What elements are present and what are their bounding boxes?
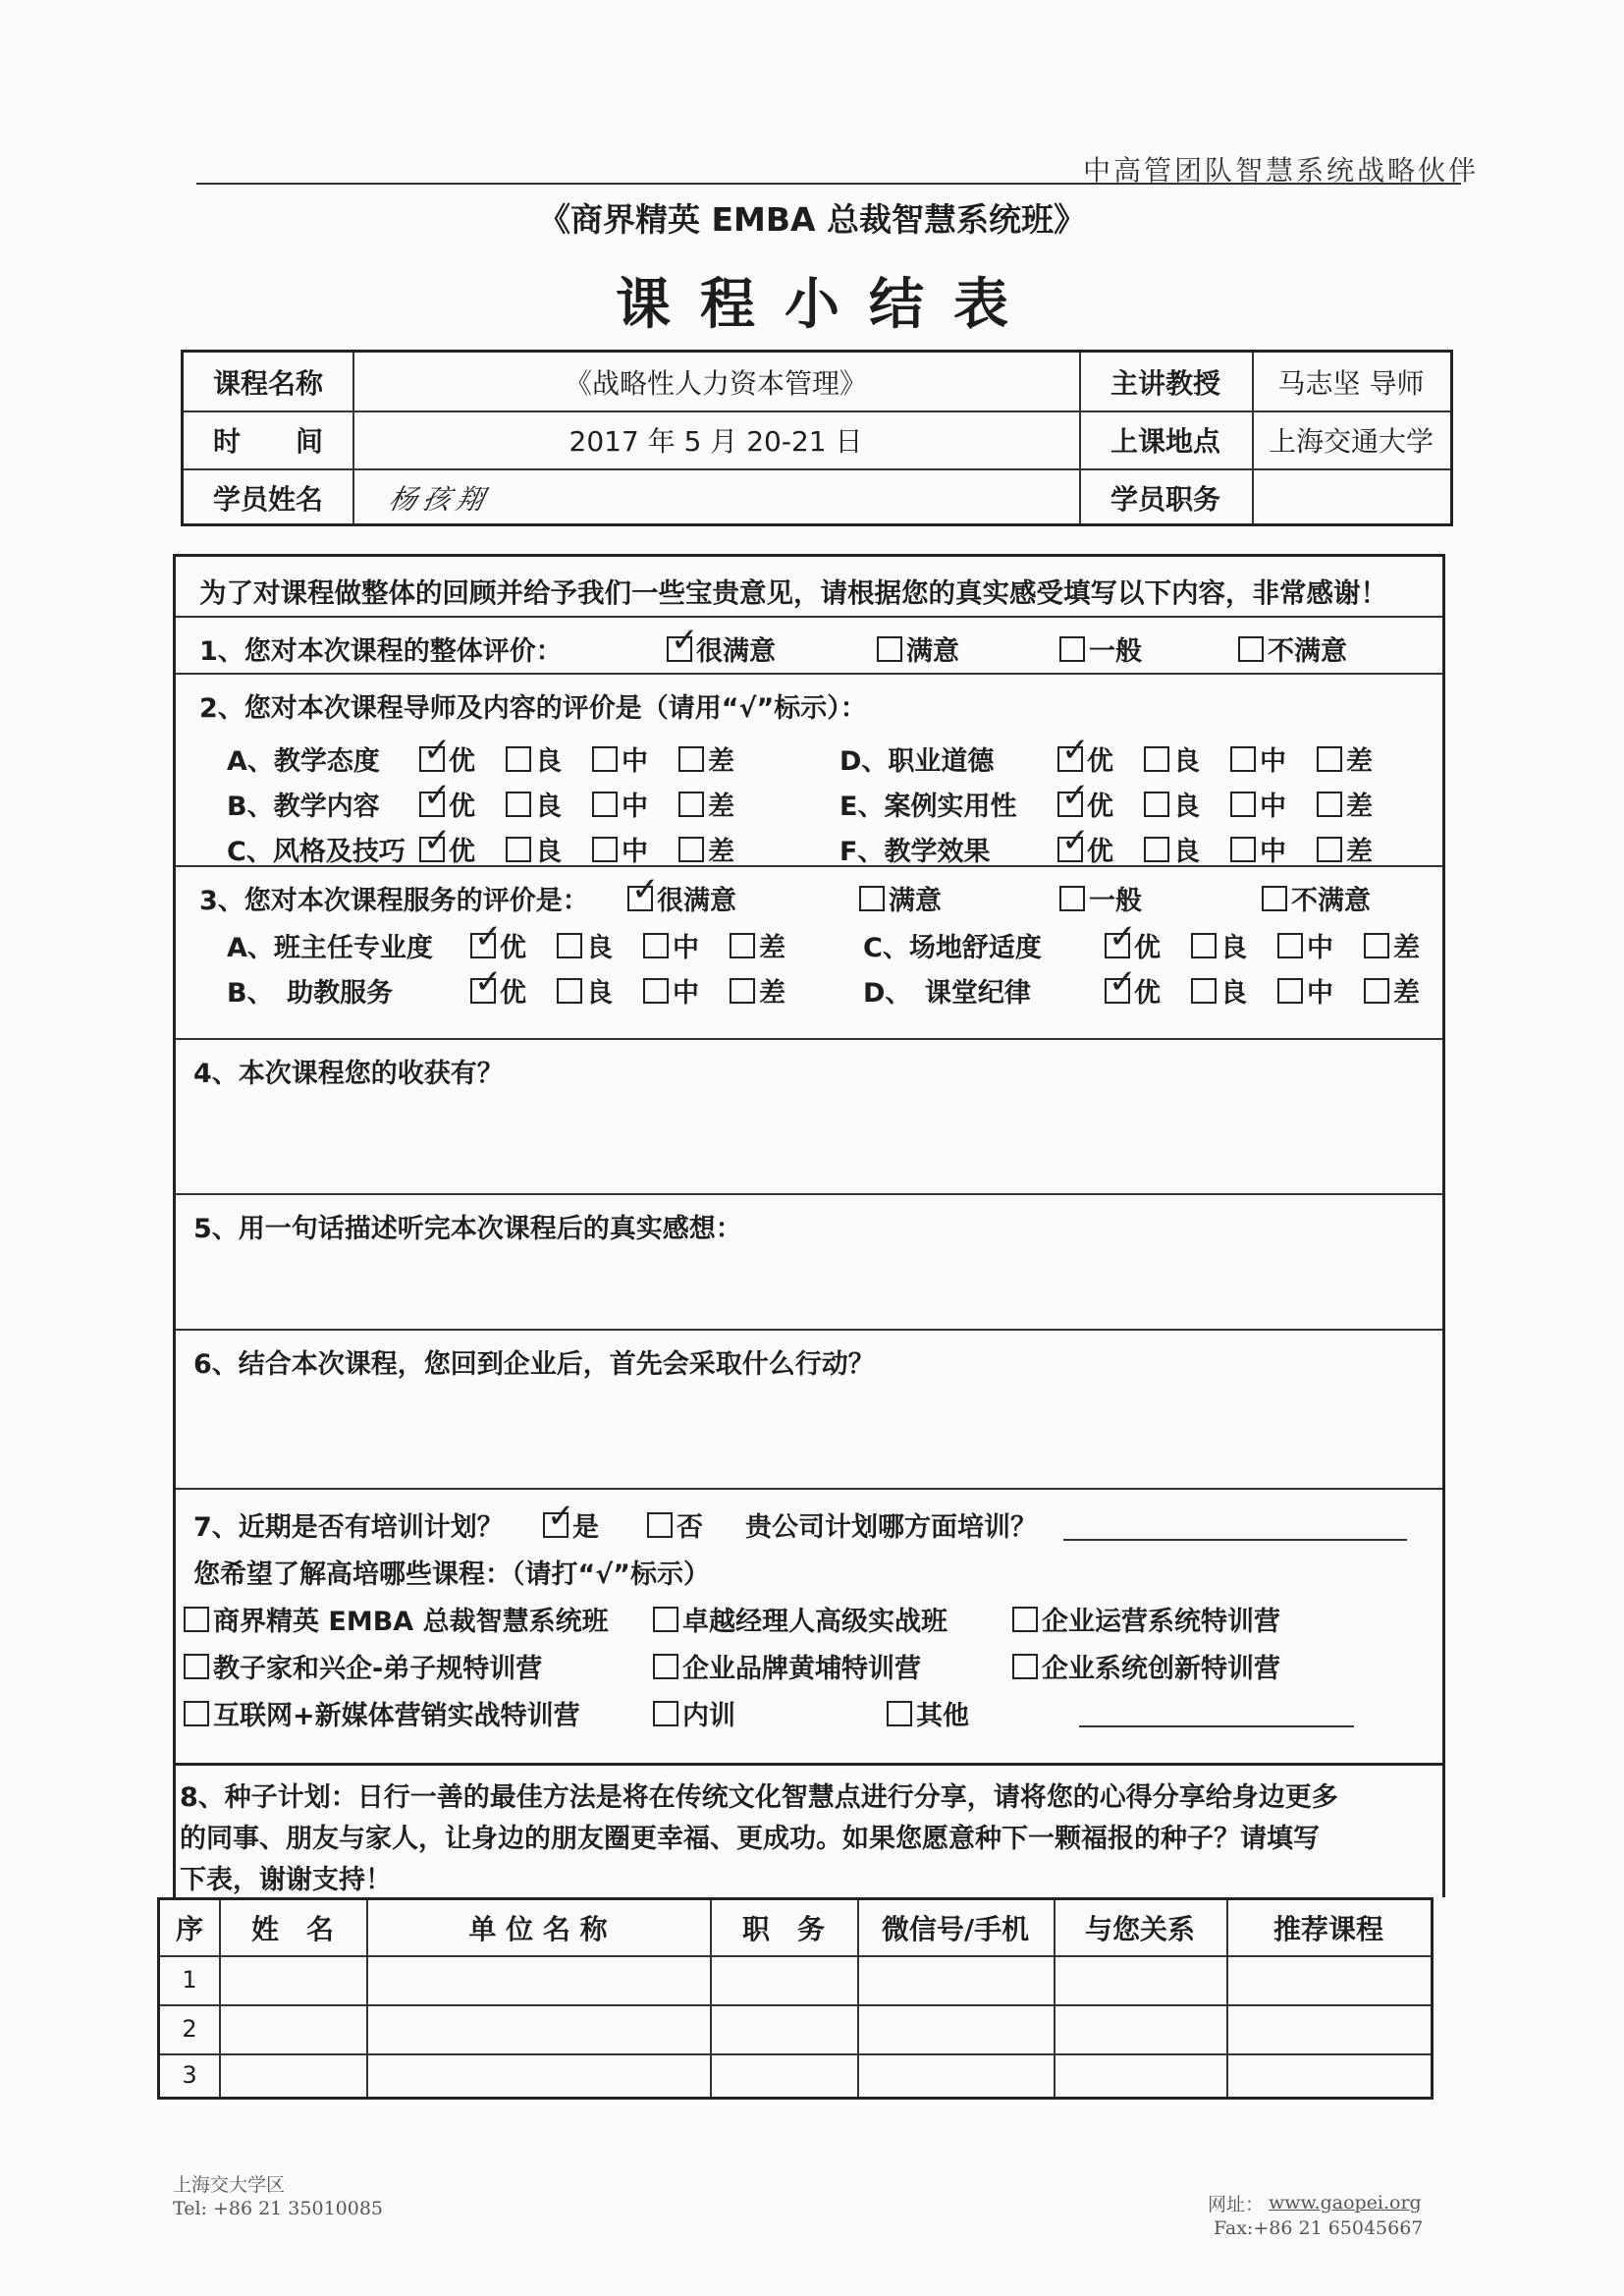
checkbox[interactable] [1262, 886, 1287, 911]
survey-intro: 为了对课程做整体的回顾并给予我们一些宝贵意见，请根据您的真实感受填写以下内容，非常感谢！ [199, 577, 1387, 609]
checkbox[interactable] [1059, 636, 1085, 662]
q3-grade-label: 中 [673, 978, 699, 1009]
q7-course-label: 教子家和兴企-弟子规特训营 [213, 1654, 543, 1684]
referral-table [157, 1897, 1434, 2100]
q7-course-label: 卓越经理人高级实战班 [682, 1607, 947, 1637]
q1-option-very-satisfied[interactable] [667, 629, 776, 668]
q2-grade-label: 中 [1260, 792, 1286, 822]
q7-course-option[interactable] [1012, 1600, 1280, 1638]
col-divider [219, 1900, 221, 2097]
q2-grade-label: 良 [1173, 792, 1200, 822]
q2-grade-option[interactable] [506, 830, 562, 868]
q7-courses-prompt: 您希望了解高培哪些课程：（请打“√”标示） [193, 1559, 710, 1590]
q1-question: 1、您对本次课程的整体评价： [199, 636, 563, 667]
q2-question: 2、您对本次课程导师及内容的评价是（请用“√”标示）： [199, 693, 867, 724]
q3-grade-label: 优 [500, 978, 526, 1009]
checkbox[interactable] [1230, 837, 1256, 862]
q3-grade-option[interactable] [643, 926, 699, 964]
q2-grade-option[interactable] [592, 785, 648, 823]
checkbox[interactable] [592, 792, 618, 817]
checkbox[interactable] [1317, 792, 1342, 817]
q2-grade-option[interactable] [419, 830, 475, 868]
q2-grade-option[interactable] [506, 785, 562, 823]
q3-grade-option[interactable] [1191, 971, 1247, 1010]
q3-grade-label: 优 [1134, 933, 1161, 963]
checkbox-checked[interactable] [419, 792, 445, 817]
info-divider [1079, 353, 1081, 523]
q7-followup: 贵公司计划哪方面培训？ [745, 1512, 1037, 1543]
checkbox[interactable] [1230, 792, 1256, 817]
q2-grade-label: 中 [1260, 746, 1286, 777]
q2-grade-option[interactable] [1144, 785, 1200, 823]
q7-no-label: 否 [677, 1512, 703, 1543]
q7-course-option[interactable] [184, 1600, 609, 1638]
q7-course-label: 商界精英 EMBA 总裁智慧系统班 [213, 1607, 609, 1637]
row-index: 1 [182, 1966, 197, 1994]
student-position-label: 学员职务 [1110, 482, 1220, 516]
q3-grade-label: 良 [586, 978, 613, 1009]
q2-grade-option[interactable] [678, 739, 734, 778]
q7-followup-blank[interactable] [1063, 1539, 1407, 1541]
checkbox[interactable] [184, 1701, 209, 1726]
q3-option-very-satisfied[interactable] [627, 879, 736, 917]
q2-grade-option[interactable] [592, 739, 648, 778]
col-header-name: 姓 名 [250, 1913, 334, 1945]
q3-grade-label: 差 [1393, 933, 1420, 963]
checkbox[interactable] [557, 933, 582, 958]
q2-grade-option[interactable] [678, 785, 734, 823]
location-value[interactable]: 上海交通大学 [1268, 424, 1434, 458]
q7-section [176, 1490, 1442, 1769]
col-divider [857, 1900, 859, 2097]
q7-course-option[interactable] [887, 1694, 969, 1732]
info-divider [352, 353, 354, 523]
checkbox[interactable] [678, 746, 704, 772]
footer-fax: Fax:+86 21 65045667 [1214, 2217, 1424, 2239]
q3-grade-label: 优 [500, 933, 526, 963]
q3-grade-option[interactable] [557, 971, 613, 1010]
q2-grade-option[interactable] [419, 739, 475, 778]
checkbox[interactable] [678, 792, 704, 817]
col-divider [1054, 1900, 1056, 2097]
checkbox[interactable] [1230, 746, 1256, 772]
q8-line3: 下表，谢谢支持！ [180, 1865, 392, 1895]
q3-grade-option[interactable] [470, 926, 526, 964]
lecturer-value[interactable]: 马志坚 导师 [1277, 366, 1425, 400]
q2-grade-option[interactable] [1144, 739, 1200, 778]
checkbox[interactable] [1144, 746, 1169, 772]
checkbox[interactable] [557, 978, 582, 1004]
q3-section [176, 867, 1442, 1040]
checkbox[interactable] [1317, 746, 1342, 772]
student-name-label: 学员姓名 [212, 482, 323, 516]
q7-yes-option[interactable] [543, 1505, 599, 1544]
q2-grade-option[interactable] [1057, 830, 1113, 868]
q7-course-label: 企业运营系统特训营 [1042, 1607, 1280, 1637]
info-row-student [184, 468, 1450, 526]
student-name-handwritten[interactable]: 杨孩翔 [386, 482, 494, 516]
table-row[interactable] [160, 2053, 1431, 2097]
checkbox-checked[interactable] [470, 933, 496, 958]
q2-grade-label: 良 [535, 792, 562, 822]
checkbox[interactable] [653, 1654, 678, 1679]
footer-website-link[interactable]: www.gaopei.org [1269, 2192, 1422, 2214]
q3-grade-label: 中 [673, 933, 699, 963]
q7-yes-label: 是 [572, 1512, 599, 1543]
form-title: 课程小结表 [616, 273, 1038, 337]
q2-grade-option[interactable] [1057, 739, 1113, 778]
time-label: 时 间 [212, 424, 323, 458]
checkbox[interactable] [506, 837, 531, 862]
q2-item-label: D、职业道德 [839, 746, 995, 777]
checkbox[interactable] [643, 978, 669, 1004]
checkbox-checked[interactable] [1105, 933, 1130, 958]
checkbox[interactable] [1317, 837, 1342, 862]
q2-grade-label: 中 [622, 746, 648, 777]
q6-section[interactable] [176, 1331, 1442, 1490]
checkbox[interactable] [730, 978, 755, 1004]
q2-grade-label: 优 [449, 746, 475, 777]
checkbox[interactable] [1364, 978, 1389, 1004]
q3-question: 3、您对本次课程服务的评价是： [199, 886, 589, 916]
footer-tel: Tel: +86 21 35010085 [173, 2198, 384, 2219]
q1-option-label: 满意 [906, 636, 959, 667]
q7-course-label: 互联网+新媒体营销实战特训营 [213, 1701, 580, 1731]
q5-question: 5、用一句话描述听完本次课程后的真实感想： [193, 1214, 742, 1244]
checkbox[interactable] [1277, 933, 1303, 958]
q2-grade-option[interactable] [1317, 830, 1373, 868]
q3-grade-label: 中 [1307, 978, 1333, 1009]
q4-question: 4、本次课程您的收获有？ [193, 1059, 504, 1089]
checkbox-checked[interactable] [1057, 837, 1083, 862]
q2-grade-label: 良 [1173, 746, 1200, 777]
q2-grade-option[interactable] [678, 830, 734, 868]
q3-grade-label: 差 [759, 978, 785, 1009]
q2-grade-label: 优 [1087, 792, 1113, 822]
q2-grade-option[interactable] [419, 785, 475, 823]
q7-course-label: 企业系统创新特训营 [1042, 1654, 1280, 1684]
checkbox[interactable] [653, 1607, 678, 1632]
q2-grade-label: 差 [1346, 792, 1373, 822]
q1-section [176, 618, 1442, 675]
checkbox[interactable] [1191, 933, 1217, 958]
col-header-company: 单 位 名 称 [468, 1913, 608, 1945]
q2-grade-label: 优 [449, 837, 475, 867]
q2-grade-label: 优 [1087, 746, 1113, 777]
q3-option-label: 一般 [1089, 886, 1142, 916]
course-name-label: 课程名称 [212, 366, 323, 400]
q3-item-label: D、 课堂纪律 [863, 978, 1031, 1009]
checkbox[interactable] [506, 746, 531, 772]
q7-course-label: 其他 [916, 1701, 969, 1731]
checkbox-checked[interactable] [419, 746, 445, 772]
q7-course-label: 企业品牌黄埔特训营 [682, 1654, 921, 1684]
q2-grade-label: 差 [1346, 746, 1373, 777]
q2-grade-option[interactable] [1317, 785, 1373, 823]
checkbox[interactable] [1364, 933, 1389, 958]
table-row[interactable] [160, 2004, 1431, 2055]
q3-grade-option[interactable] [643, 971, 699, 1010]
q2-item-label: F、教学效果 [839, 837, 991, 867]
checkbox-checked[interactable] [470, 978, 496, 1004]
q3-grade-option[interactable] [730, 971, 785, 1010]
q3-grade-option[interactable] [730, 926, 785, 964]
q1-option-label: 不满意 [1268, 636, 1347, 667]
checkbox-checked[interactable] [667, 636, 692, 662]
q2-grade-option[interactable] [1230, 785, 1286, 823]
q3-grade-option[interactable] [1105, 926, 1161, 964]
col-header-position: 职 务 [741, 1913, 825, 1945]
q1-option-average[interactable] [1059, 629, 1142, 668]
q2-grade-label: 良 [535, 746, 562, 777]
q3-grade-option[interactable] [470, 971, 526, 1010]
checkbox[interactable] [877, 636, 902, 662]
location-label: 上课地点 [1110, 424, 1220, 458]
checkbox[interactable] [1277, 978, 1303, 1004]
q2-grade-option[interactable] [506, 739, 562, 778]
q7-no-option[interactable] [647, 1505, 703, 1544]
course-name-value[interactable]: 《战略性人力资本管理》 [564, 366, 867, 400]
q7-course-option[interactable] [184, 1694, 580, 1732]
info-row-time [184, 410, 1450, 470]
q2-grade-option[interactable] [1317, 739, 1373, 778]
q2-grade-label: 差 [1346, 837, 1373, 867]
student-position-value[interactable] [1252, 468, 1450, 526]
q2-grade-label: 优 [1087, 837, 1113, 867]
q3-option-label: 不满意 [1291, 886, 1371, 916]
q2-grade-option[interactable] [592, 830, 648, 868]
time-value[interactable]: 2017 年 5 月 20-21 日 [568, 424, 863, 458]
q3-option-dissatisfied[interactable] [1262, 879, 1371, 917]
q3-grade-option[interactable] [1191, 926, 1247, 964]
col-header-wechat: 微信号/手机 [881, 1913, 1030, 1945]
checkbox[interactable] [678, 837, 704, 862]
checkbox[interactable] [653, 1701, 678, 1726]
q3-grade-option[interactable] [557, 926, 613, 964]
checkbox[interactable] [184, 1654, 209, 1679]
footer-campus: 上海交大学区 [173, 2174, 286, 2196]
q2-item-label: B、教学内容 [227, 792, 380, 822]
q3-grade-option[interactable] [1277, 971, 1333, 1010]
checkbox[interactable] [184, 1607, 209, 1632]
q3-item-label: C、场地舒适度 [863, 933, 1042, 963]
q7-question: 7、近期是否有培训计划？ [193, 1512, 504, 1543]
q3-grade-label: 优 [1134, 978, 1161, 1009]
q1-option-dissatisfied[interactable] [1238, 629, 1347, 668]
q7-other-blank[interactable] [1079, 1725, 1354, 1727]
table-row[interactable] [160, 1955, 1431, 2006]
checkbox[interactable] [592, 746, 618, 772]
col-header-index: 序 [175, 1913, 203, 1945]
q3-grade-option[interactable] [1364, 926, 1420, 964]
q7-course-label: 内训 [682, 1701, 735, 1731]
row-index: 3 [182, 2061, 197, 2089]
checkbox-checked[interactable] [627, 886, 653, 911]
course-info-table [181, 350, 1453, 526]
checkbox[interactable] [859, 886, 885, 911]
footer-website-label: 网址： [1208, 2194, 1265, 2215]
q5-section[interactable] [176, 1195, 1442, 1331]
q3-option-label: 满意 [889, 886, 942, 916]
tagline: 中高管团队智慧系统战略伙伴 [1082, 154, 1479, 187]
referral-header-row [160, 1900, 1431, 1957]
info-row-course [184, 353, 1450, 412]
q1-option-satisfied[interactable] [877, 629, 959, 668]
col-divider [1226, 1900, 1228, 2097]
checkbox-checked[interactable] [543, 1512, 568, 1538]
q8-line2: 的同事、朋友与家人，让身边的朋友圈更幸福、更成功。如果您愿意种下一颗福报的种子？请填写 [180, 1824, 1320, 1854]
q2-grade-label: 良 [1173, 837, 1200, 867]
course-series-title: 《商界精英 EMBA 总裁智慧系统班》 [537, 200, 1087, 239]
q3-grade-label: 中 [1307, 933, 1333, 963]
checkbox-checked[interactable] [1057, 746, 1083, 772]
checkbox[interactable] [1059, 886, 1085, 911]
checkbox-checked[interactable] [419, 837, 445, 862]
checkbox[interactable] [1144, 792, 1169, 817]
q3-grade-option[interactable] [1105, 971, 1161, 1010]
q8-section [173, 1766, 1445, 1897]
q7-course-option[interactable] [653, 1600, 947, 1638]
q8-line1: 8、种子计划：日行一善的最佳方法是将在传统文化智慧点进行分享，请将您的心得分享给身边更多 [180, 1782, 1338, 1813]
checkbox[interactable] [643, 933, 669, 958]
q3-grade-label: 良 [1220, 933, 1247, 963]
q2-section [176, 675, 1442, 867]
q3-option-average[interactable] [1059, 879, 1142, 917]
q7-course-option[interactable] [653, 1694, 735, 1732]
q3-item-label: B、 助教服务 [227, 978, 394, 1009]
info-divider [1252, 353, 1254, 523]
q3-grade-label: 良 [586, 933, 613, 963]
checkbox[interactable] [730, 933, 755, 958]
col-divider [710, 1900, 712, 2097]
header-divider [196, 183, 1461, 185]
q2-grade-option[interactable] [1230, 739, 1286, 778]
checkbox[interactable] [592, 837, 618, 862]
checkbox[interactable] [1012, 1654, 1038, 1679]
checkbox[interactable] [647, 1512, 673, 1538]
q2-grade-option[interactable] [1230, 830, 1286, 868]
q3-option-label: 很满意 [657, 886, 736, 916]
q2-item-label: E、案例实用性 [839, 792, 1017, 822]
q3-grade-option[interactable] [1277, 926, 1333, 964]
q3-grade-option[interactable] [1364, 971, 1420, 1010]
q7-course-option[interactable] [1012, 1647, 1280, 1685]
checkbox-checked[interactable] [1057, 792, 1083, 817]
col-header-relation: 与您关系 [1084, 1913, 1195, 1945]
q2-grade-option[interactable] [1144, 830, 1200, 868]
q2-item-label: C、风格及技巧 [227, 837, 406, 867]
q3-grade-label: 差 [1393, 978, 1420, 1009]
q3-grade-label: 良 [1220, 978, 1247, 1009]
q2-grade-label: 中 [622, 792, 648, 822]
checkbox[interactable] [1238, 636, 1264, 662]
q2-grade-label: 中 [622, 837, 648, 867]
lecturer-label: 主讲教授 [1110, 366, 1220, 400]
col-divider [366, 1900, 368, 2097]
q2-grade-label: 良 [535, 837, 562, 867]
survey-intro-section [176, 557, 1442, 618]
checkbox[interactable] [1144, 837, 1169, 862]
q2-grade-label: 中 [1260, 837, 1286, 867]
q7-course-option[interactable] [184, 1647, 542, 1685]
checkbox[interactable] [506, 792, 531, 817]
q3-grade-label: 差 [759, 933, 785, 963]
checkbox[interactable] [887, 1701, 912, 1726]
q2-grade-label: 差 [708, 792, 734, 822]
q3-option-satisfied[interactable] [859, 879, 942, 917]
q1-option-label: 很满意 [696, 636, 776, 667]
survey-box [173, 554, 1445, 1766]
q2-grade-label: 差 [708, 837, 734, 867]
q6-question: 6、结合本次课程，您回到企业后，首先会采取什么行动？ [193, 1349, 875, 1380]
q2-grade-label: 差 [708, 746, 734, 777]
q4-section[interactable] [176, 1040, 1442, 1195]
checkbox[interactable] [1191, 978, 1217, 1004]
q2-grade-option[interactable] [1057, 785, 1113, 823]
checkbox-checked[interactable] [1105, 978, 1130, 1004]
q1-option-label: 一般 [1089, 636, 1142, 667]
q3-item-label: A、班主任专业度 [227, 933, 433, 963]
col-header-course: 推荐课程 [1272, 1913, 1383, 1945]
q2-item-label: A、教学态度 [227, 746, 380, 777]
checkbox[interactable] [1012, 1607, 1038, 1632]
row-index: 2 [182, 2015, 197, 2043]
q2-grade-label: 优 [449, 792, 475, 822]
q7-course-option[interactable] [653, 1647, 921, 1685]
